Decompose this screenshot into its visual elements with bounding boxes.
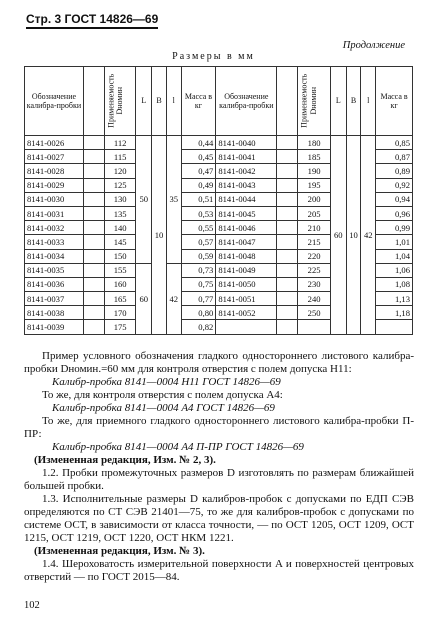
header-d-nom-2: Dномин xyxy=(298,67,331,136)
cell-l-2: 42 xyxy=(361,136,376,335)
cell-designation-2: 8141-0045 xyxy=(216,206,277,220)
example-a4-intro: То же, для контроля отверстия с полем допуска A4: xyxy=(42,389,283,401)
header-L-2: L xyxy=(330,67,346,136)
cell-mass: 0,75 xyxy=(181,277,216,291)
cell-designation: 8141-0038 xyxy=(25,306,84,320)
cell-d-nom-2: 205 xyxy=(298,206,331,220)
cell-applicability xyxy=(83,249,104,263)
cell-mass-2: 1,01 xyxy=(376,235,413,249)
cell-designation-2: 8141-0049 xyxy=(216,263,277,277)
continuation-label: Продолжение xyxy=(342,40,405,51)
header-mass: Масса в кг xyxy=(181,67,216,136)
cell-mass-2: 1,13 xyxy=(376,292,413,306)
cell-applicability-2 xyxy=(277,178,298,192)
cell-applicability-2 xyxy=(277,277,298,291)
cell-designation: 8141-0034 xyxy=(25,249,84,263)
cell-mass-2: 0,94 xyxy=(376,192,413,206)
cell-mass: 0,77 xyxy=(181,292,216,306)
revision-note-2: (Измененная редакция, Изм. № 3). xyxy=(34,545,205,557)
cell-d-nom-2: 195 xyxy=(298,178,331,192)
cell-d-nom-2: 230 xyxy=(298,277,331,291)
header-mass-2: Масса в кг xyxy=(376,67,413,136)
cell-mass-2 xyxy=(376,320,413,334)
header-d-nom: Dномин xyxy=(104,67,136,136)
cell-designation-2 xyxy=(216,320,277,334)
header-B: B xyxy=(152,67,167,136)
cell-d-nom-2: 210 xyxy=(298,221,331,235)
revision-note-1: (Измененная редакция, Изм. № 2, 3). xyxy=(34,454,216,466)
units-caption: Размеры в мм xyxy=(172,51,255,62)
cell-d-nom: 120 xyxy=(104,164,136,178)
cell-designation-2: 8141-0041 xyxy=(216,150,277,164)
cell-L-2: 60 xyxy=(330,136,346,335)
example-intro: Пример условного обозначения гладкого одностороннего листового калибра-пробки Dномин.=60 мм для контроля отверстия с полем допуска H11: xyxy=(24,350,414,375)
cell-designation-2: 8141-0046 xyxy=(216,221,277,235)
cell-designation-2: 8141-0043 xyxy=(216,178,277,192)
cell-applicability xyxy=(83,263,104,277)
cell-designation: 8141-0031 xyxy=(25,206,84,220)
cell-mass: 0,55 xyxy=(181,221,216,235)
cell-designation: 8141-0029 xyxy=(25,178,84,192)
cell-l: 42 xyxy=(166,263,181,334)
cell-mass-2: 0,89 xyxy=(376,164,413,178)
clause-1-4: 1.4. Шероховатость измерительной поверхности A и поверхностей центровых отверстий — по ГОСТ 2015—84. xyxy=(24,558,414,583)
cell-applicability-2 xyxy=(277,136,298,150)
cell-applicability xyxy=(83,164,104,178)
header-designation-2: Обозначение калибра-пробки xyxy=(216,67,277,136)
cell-d-nom: 112 xyxy=(104,136,136,150)
cell-designation: 8141-0030 xyxy=(25,192,84,206)
cell-d-nom-2: 190 xyxy=(298,164,331,178)
cell-designation: 8141-0026 xyxy=(25,136,84,150)
cell-d-nom-2: 215 xyxy=(298,235,331,249)
cell-applicability-2 xyxy=(277,292,298,306)
cell-B-2: 10 xyxy=(346,136,361,335)
cell-mass: 0,57 xyxy=(181,235,216,249)
cell-mass-2: 0,85 xyxy=(376,136,413,150)
cell-mass-2: 0,87 xyxy=(376,150,413,164)
cell-d-nom: 160 xyxy=(104,277,136,291)
header-applicability-2: Применяемость xyxy=(277,67,298,136)
page-header: Стр. 3 ГОСТ 14826—69 xyxy=(26,12,158,29)
header-l: l xyxy=(166,67,181,136)
cell-applicability-2 xyxy=(277,320,298,334)
cell-d-nom: 130 xyxy=(104,192,136,206)
cell-l: 35 xyxy=(166,136,181,264)
cell-mass-2: 1,18 xyxy=(376,306,413,320)
header-B-2: B xyxy=(346,67,361,136)
cell-mass-2: 1,08 xyxy=(376,277,413,291)
cell-d-nom: 155 xyxy=(104,263,136,277)
cell-designation-2: 8141-0052 xyxy=(216,306,277,320)
cell-mass: 0,44 xyxy=(181,136,216,150)
cell-mass: 0,80 xyxy=(181,306,216,320)
cell-d-nom: 175 xyxy=(104,320,136,334)
cell-applicability-2 xyxy=(277,206,298,220)
cell-mass: 0,49 xyxy=(181,178,216,192)
cell-applicability-2 xyxy=(277,306,298,320)
cell-mass: 0,47 xyxy=(181,164,216,178)
example-designation-1: Калибр-пробка 8141—0004 H11 ГОСТ 14826—69 xyxy=(52,376,281,388)
cell-d-nom-2: 200 xyxy=(298,192,331,206)
cell-designation: 8141-0028 xyxy=(25,164,84,178)
header-l-2: l xyxy=(361,67,376,136)
cell-applicability xyxy=(83,150,104,164)
cell-mass: 0,51 xyxy=(181,192,216,206)
cell-mass: 0,73 xyxy=(181,263,216,277)
cell-designation-2: 8141-0051 xyxy=(216,292,277,306)
table-row xyxy=(25,136,413,150)
cell-designation: 8141-0027 xyxy=(25,150,84,164)
cell-applicability-2 xyxy=(277,192,298,206)
cell-mass: 0,45 xyxy=(181,150,216,164)
cell-designation: 8141-0033 xyxy=(25,235,84,249)
cell-d-nom-2: 240 xyxy=(298,292,331,306)
cell-d-nom-2 xyxy=(298,320,331,334)
cell-designation-2: 8141-0040 xyxy=(216,136,277,150)
cell-d-nom-2: 220 xyxy=(298,249,331,263)
cell-d-nom-2: 185 xyxy=(298,150,331,164)
cell-B: 10 xyxy=(152,136,167,335)
cell-d-nom-2: 250 xyxy=(298,306,331,320)
header-L: L xyxy=(136,67,152,136)
cell-applicability-2 xyxy=(277,263,298,277)
cell-d-nom: 140 xyxy=(104,221,136,235)
cell-d-nom: 125 xyxy=(104,178,136,192)
cell-mass: 0,53 xyxy=(181,206,216,220)
header-applicability: Применяемость xyxy=(83,67,104,136)
cell-applicability xyxy=(83,306,104,320)
cell-d-nom-2: 225 xyxy=(298,263,331,277)
cell-designation-2: 8141-0048 xyxy=(216,249,277,263)
cell-mass-2: 0,99 xyxy=(376,221,413,235)
cell-applicability-2 xyxy=(277,249,298,263)
cell-applicability xyxy=(83,206,104,220)
cell-mass: 0,82 xyxy=(181,320,216,334)
cell-d-nom-2: 180 xyxy=(298,136,331,150)
cell-d-nom: 170 xyxy=(104,306,136,320)
cell-designation-2: 8141-0050 xyxy=(216,277,277,291)
example-designation-3: Калибр-пробка 8141—0004 A4 П-ПР ГОСТ 14826—69 xyxy=(52,441,304,453)
cell-d-nom: 165 xyxy=(104,292,136,306)
cell-applicability xyxy=(83,320,104,334)
clause-1-2: 1.2. Пробки промежуточных размеров D изготовлять по размерам ближайшей большей пробки. xyxy=(24,467,414,492)
cell-d-nom: 135 xyxy=(104,206,136,220)
cell-applicability xyxy=(83,235,104,249)
cell-applicability-2 xyxy=(277,221,298,235)
cell-mass-2: 0,96 xyxy=(376,206,413,220)
cell-designation: 8141-0032 xyxy=(25,221,84,235)
cell-designation: 8141-0039 xyxy=(25,320,84,334)
cell-d-nom: 115 xyxy=(104,150,136,164)
cell-applicability xyxy=(83,277,104,291)
cell-designation: 8141-0036 xyxy=(25,277,84,291)
cell-designation: 8141-0037 xyxy=(25,292,84,306)
cell-designation-2: 8141-0044 xyxy=(216,192,277,206)
cell-designation-2: 8141-0042 xyxy=(216,164,277,178)
cell-L: 60 xyxy=(136,263,152,334)
cell-d-nom: 150 xyxy=(104,249,136,263)
cell-d-nom: 145 xyxy=(104,235,136,249)
cell-designation: 8141-0035 xyxy=(25,263,84,277)
example-ppr-intro: То же, для приемного гладкого одностороннего листового калибра-пробки П-ПР: xyxy=(24,415,414,440)
cell-applicability xyxy=(83,292,104,306)
cell-applicability xyxy=(83,178,104,192)
cell-mass-2: 1,06 xyxy=(376,263,413,277)
clause-1-3: 1.3. Исполнительные размеры D калибров-пробок с допусками по ЕДП СЭВ определяются по СТ СЭВ 21401—75, то же для калибров-пробок с допусками по системе ОСТ, в зависимости от класса точности, — по ОСТ 1205, ОСТ 1209, ОСТ 1215, ОСТ 1219, ОСТ 1220, ОСТ НКМ 1221. xyxy=(24,493,414,544)
cell-mass: 0,59 xyxy=(181,249,216,263)
cell-applicability-2 xyxy=(277,164,298,178)
cell-applicability xyxy=(83,192,104,206)
cell-applicability-2 xyxy=(277,150,298,164)
cell-mass-2: 1,04 xyxy=(376,249,413,263)
table-header-row xyxy=(25,67,413,136)
cell-applicability-2 xyxy=(277,235,298,249)
cell-applicability xyxy=(83,136,104,150)
body-text xyxy=(24,350,414,584)
header-designation: Обозначение калибра-пробки xyxy=(25,67,84,136)
example-designation-2: Калибр-пробка 8141—0004 A4 ГОСТ 14826—69 xyxy=(52,402,275,414)
cell-applicability xyxy=(83,221,104,235)
cell-designation-2: 8141-0047 xyxy=(216,235,277,249)
cell-mass-2: 0,92 xyxy=(376,178,413,192)
page-number: 102 xyxy=(24,600,40,611)
spec-table xyxy=(24,66,413,335)
cell-L: 50 xyxy=(136,136,152,264)
